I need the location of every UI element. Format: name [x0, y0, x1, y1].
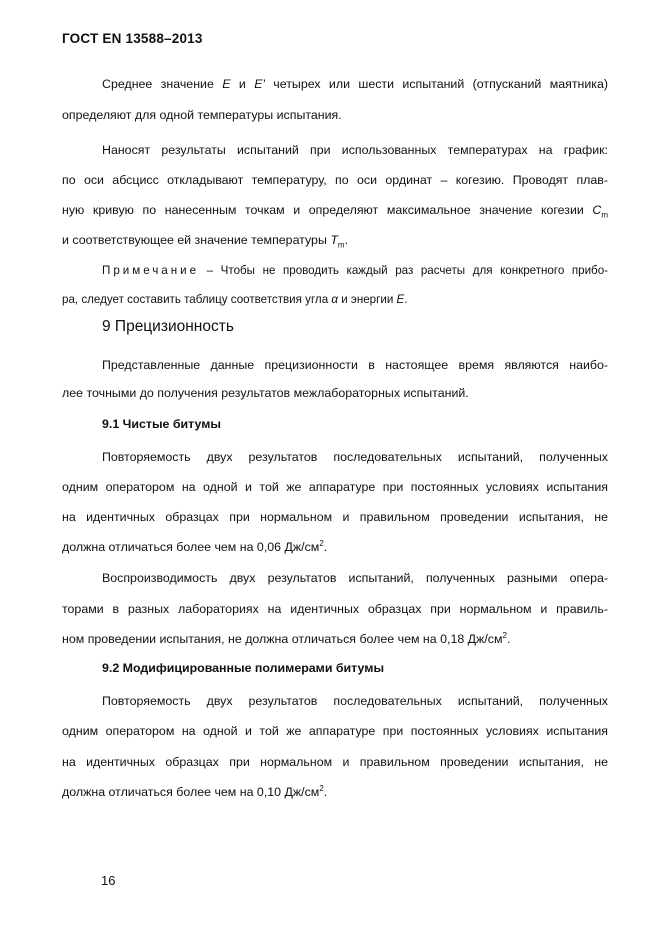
paragraph-line: лее точными до получения результатов межлабораторных испытаний.	[62, 386, 469, 400]
section-heading: 9 Прецизионность	[102, 318, 234, 335]
paragraph-line: Наносят результаты испытаний при использованных температурах на график:	[102, 143, 608, 157]
paragraph-line: Повторяемость двух результатов последовательных испытаний, полученных	[102, 694, 608, 708]
paragraph-line: торами в разных лабораториях на идентичных образцах при нормальном и правиль-	[62, 602, 608, 616]
paragraph-line: Представленные данные прецизионности в настоящее время являются наибо-	[102, 358, 608, 372]
paragraph-line: ную кривую по нанесенным точкам и определяют максимальное значение когезии $C_m$	[62, 203, 608, 220]
paragraph-line: по оси абсцисс откладывают температуру, по оси ординат – когезию. Проводят плав-	[62, 173, 608, 187]
paragraph-line: ном проведении испытания, не должна отличаться более чем на 0,18 $Дж/см^2$.	[62, 630, 511, 646]
paragraph-line: на идентичных образцах при нормальном и правильном проведении испытания, не	[62, 755, 608, 769]
paragraph-line: должна отличаться более чем на 0,06 $Дж/см^2$.	[62, 538, 328, 554]
paragraph-line: Среднее значение E и E' четырех или шести испытаний (отпусканий маятника)	[102, 77, 608, 91]
paragraph-line: Повторяемость двух результатов последовательных испытаний, полученных	[102, 450, 608, 464]
paragraph-line: одним оператором на одной и той же аппаратуре при постоянных условиях испытания	[62, 724, 608, 738]
note-line: ра, следует составить таблицу соответствия угла α и энергии E.	[62, 293, 408, 306]
subsection-heading: 9.2 Модифицированные полимерами битумы	[102, 661, 385, 675]
subsection-heading: 9.1 Чистые битумы	[102, 417, 221, 431]
note-line: Примечание – Чтобы не проводить каждый раз расчеты для конкретного прибо-	[102, 264, 608, 277]
paragraph-line: определяют для одной температуры испытания.	[62, 108, 342, 122]
paragraph-line: Воспроизводимость двух результатов испытаний, полученных разными опера-	[102, 571, 608, 585]
note-label: Примечание	[102, 264, 200, 277]
page-number: 16	[101, 873, 116, 888]
paragraph-line: одним оператором на одной и той же аппаратуре при постоянных условиях испытания	[62, 480, 608, 494]
document-header: ГОСТ EN 13588–2013	[62, 31, 203, 46]
paragraph-line: на идентичных образцах при нормальном и правильном проведении испытания, не	[62, 510, 608, 524]
paragraph-line: должна отличаться более чем на 0,10 $Дж/см^2$.	[62, 783, 328, 799]
paragraph-line: и соответствующее ей значение температуры $T_m$.	[62, 233, 349, 250]
